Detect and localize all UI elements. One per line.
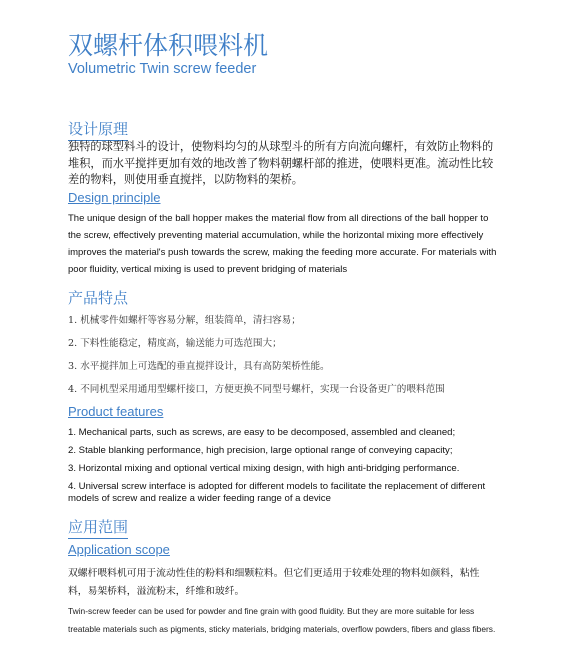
feature-item-en: 4. Universal screw interface is adopted for different models to facilitate the replacement of different models of screw and realize a wider feeding range of a device (68, 481, 486, 504)
features-heading-cn: 产品特点 (68, 289, 129, 307)
features-heading-en: Product features (68, 404, 164, 419)
feature-item-cn: 2. 下料性能稳定，精度高，输送能力可选范围大； (68, 338, 282, 349)
application-heading-en: Application scope (68, 542, 170, 557)
application-body-cn: 双螺杆喂料机可用于流动性佳的粉料和细颗粒料。但它们更适用于较难处理的物料如颜料，粘性料，易架桥料，溢流粉末，纤维和玻纤。 (68, 568, 480, 597)
feature-item-cn: 1. 机械零件如螺杆等容易分解，组装简单，清扫容易； (68, 315, 301, 326)
design-body-cn: 独特的球型料斗的设计，使物料均匀的从球型斗的所有方向流向螺杆，有效防止物料的堆积，而水平搅拌更加有效的地改善了物料朝螺杆部的推进，使喂料更准。流动性比较差的物料，则使用垂直搅拌，以防物料的架桥。 (68, 140, 494, 186)
design-body-en: The unique design of the ball hopper makes the material flow from all directions of the ball hopper to the screw, effectively preventing material accumulation, while the horizontal mixing more effectively improves the material's push towards the screw, making the feeding more accurate. For materials with poor fluidity, vertical mixing is used to prevent bridging of materials (68, 213, 497, 275)
application-heading-cn: 应用范围 (68, 516, 128, 539)
feature-item-en: 1. Mechanical parts, such as screws, are easy to be decomposed, assembled and cleaned; (68, 427, 456, 438)
title-cn: 双螺杆体积喂料机 (68, 31, 269, 60)
design-heading-cn: 设计原理 (68, 118, 128, 141)
feature-item-en: 3. Horizontal mixing and optional vertical mixing design, with high anti-bridging performance. (68, 463, 460, 474)
feature-item-cn: 4. 不同机型采用通用型螺杆接口，方便更换不同型号螺杆，实现一台设备更广的喂料范围 (68, 384, 445, 395)
design-heading-en: Design principle (68, 190, 161, 205)
application-body-en: Twin-screw feeder can be used for powder and fine grain with good fluidity. But they are more suitable for less treatable materials such as pigments, sticky materials, bridging materials, overflow powders, fibers and glass fibers. (68, 606, 496, 634)
feature-item-cn: 3. 水平搅拌加上可选配的垂直搅拌设计，具有高防架桥性能。 (68, 361, 330, 372)
title-en: Volumetric Twin screw feeder (68, 61, 257, 77)
feature-item-en: 2. Stable blanking performance, high precision, large optional range of conveying capacity; (68, 445, 453, 456)
